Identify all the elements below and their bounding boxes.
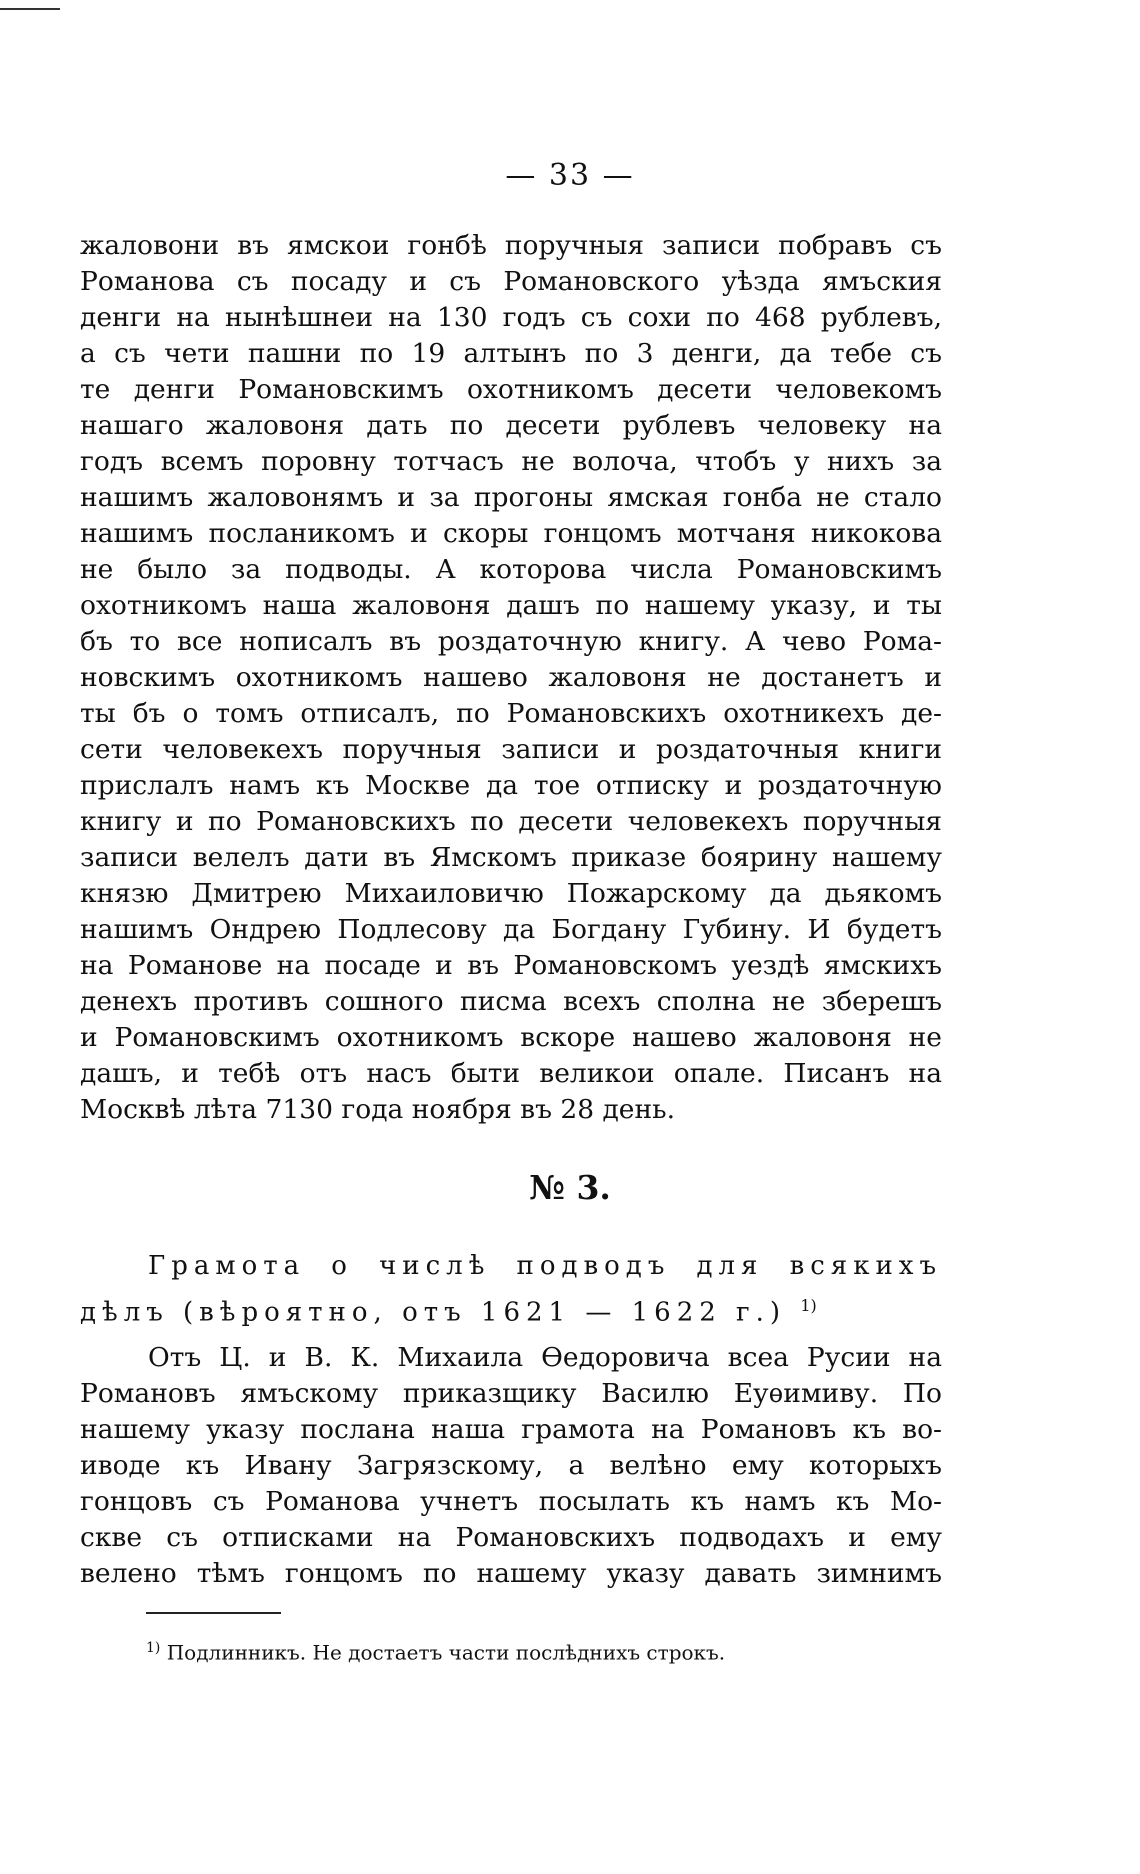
text-line: и Романовскимъ охотникомъ вскоре нашево жаловоня не xyxy=(80,1022,942,1053)
text-line: скве съ отписками на Романовскихъ подводахъ и ему xyxy=(80,1522,942,1553)
footnote-reference: 1) xyxy=(800,1296,817,1315)
text-line: Отъ Ц. и В. К. Михаила Өедоровича всеа Русии на xyxy=(148,1342,942,1373)
text-line: годъ всемъ поровну тотчасъ не волоча, чтобъ у нихъ за xyxy=(80,446,942,477)
page-number: — 33 — xyxy=(505,158,635,193)
text-line: нашимъ Ондрею Подлесову да Богдану Губину. И будетъ xyxy=(80,914,942,945)
text-line: бъ то все нописалъ въ роздаточную книгу. А чево Рома- xyxy=(80,626,942,657)
body-text-block xyxy=(80,228,942,1128)
text-line: нашимъ посланикомъ и скоры гонцомъ мотчаня никокова xyxy=(80,518,942,549)
text-line: записи велелъ дати въ Ямскомъ приказе боярину нашему xyxy=(80,842,942,873)
text-line: новскимъ охотникомъ нашево жаловоня не достанетъ и xyxy=(80,662,942,693)
text-line: дашъ, и тебѣ отъ насъ быти великои опале. Писанъ на xyxy=(80,1058,942,1089)
heading-line xyxy=(80,1286,942,1326)
text-line: нашимъ жаловонямъ и за прогоны ямская гонба не стало xyxy=(80,482,942,513)
heading-line-text: дѣлъ (вѣроятно, отъ 1621 — 1622 г.) xyxy=(80,1297,787,1326)
text-line: прислалъ намъ къ Москве да тое отписку и роздаточную xyxy=(80,770,942,801)
text-line: Романова съ посаду и съ Романовского уѣзда ямъския xyxy=(80,266,942,297)
footnote-text: Подлинникъ. Не достаетъ части послѣднихъ строкъ. xyxy=(166,1640,726,1665)
text-line: сети человекехъ поручныя записи и роздаточныя книги xyxy=(80,734,942,765)
text-line: князю Дмитрею Михаиловичю Пожарскому да дьякомъ xyxy=(80,878,942,909)
text-line: книгу и по Романовскихъ по десети человекехъ поручныя xyxy=(80,806,942,837)
section-heading xyxy=(80,1246,942,1326)
text-line: те денги Романовскимъ охотникомъ десети человекомъ xyxy=(80,374,942,405)
top-rule xyxy=(0,8,60,10)
document-number: № 3. xyxy=(529,1168,611,1207)
text-line: жаловони въ ямскои гонбѣ поручныя записи побравъ съ xyxy=(80,230,942,261)
footnote-rule xyxy=(146,1612,281,1614)
text-line: иводе къ Ивану Загрязскому, а велѣно ему которыхъ xyxy=(80,1450,942,1481)
text-line: Москвѣ лѣта 7130 года ноября въ 28 день. xyxy=(80,1094,676,1125)
text-line: денехъ противъ сошного писма всехъ сполна не зберешъ xyxy=(80,986,942,1017)
text-line: ты бъ о томъ отписалъ, по Романовскихъ охотникехъ де- xyxy=(80,698,942,729)
text-line: а съ чети пашни по 19 алтынъ по 3 денги, да тебе съ xyxy=(80,338,942,369)
text-line: гонцовъ съ Романова учнетъ посылать къ намъ къ Мо- xyxy=(80,1486,942,1517)
text-line: нашему указу послана наша грамота на Романовъ къ во- xyxy=(80,1414,942,1445)
text-line: не было за подводы. А которова числа Романовскимъ xyxy=(80,554,942,585)
text-line: денги на нынѣшнеи на 130 годъ съ сохи по 468 рублевъ, xyxy=(80,302,942,333)
footnote xyxy=(146,1633,946,1668)
text-line: нашаго жаловоня дать по десети рублевъ человеку на xyxy=(80,410,942,441)
text-line: Романовъ ямъскому приказщику Василю Еуѳимиву. По xyxy=(80,1378,942,1409)
text-line: велено тѣмъ гонцомъ по нашему указу давать зимнимъ xyxy=(80,1558,942,1589)
text-line: на Романове на посаде и въ Романовскомъ уездѣ ямскихъ xyxy=(80,950,942,981)
heading-line: Грамота о числѣ подводъ для всякихъ xyxy=(148,1251,942,1281)
second-text-block xyxy=(80,1340,942,1592)
footnote-mark: 1) xyxy=(146,1640,161,1656)
text-line: охотникомъ наша жаловоня дашъ по нашему указу, и ты xyxy=(80,590,942,621)
